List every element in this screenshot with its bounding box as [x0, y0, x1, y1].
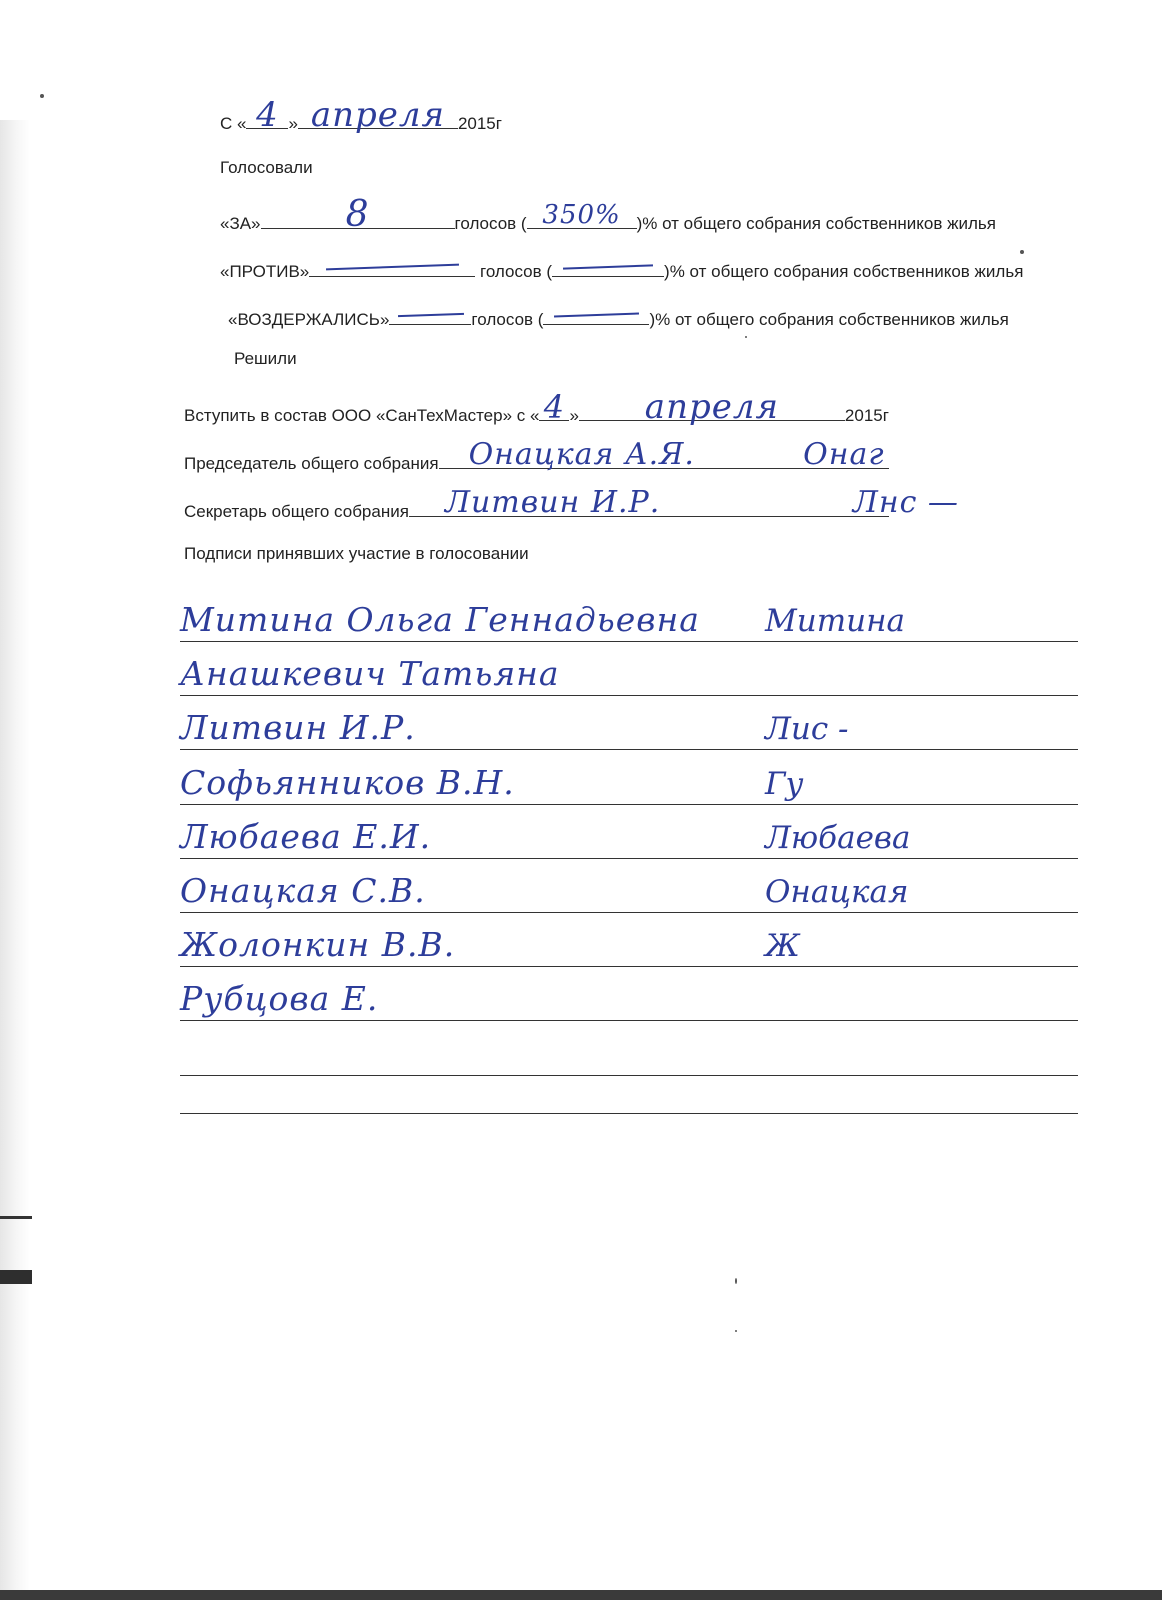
- signature-row-name: Литвин И.Р.: [180, 708, 416, 747]
- scan-edge-shadow: [0, 120, 30, 1600]
- vote-for-tail: )% от общего собрания собственников жилья: [636, 214, 996, 233]
- scan-speck: [745, 336, 747, 338]
- vote-against-label: «ПРОТИВ»: [220, 262, 310, 281]
- signature-row-signature: Лис -: [765, 711, 849, 747]
- decision-heading: Решили: [234, 349, 297, 368]
- signatures-heading: Подписи принявших участие в голосовании: [184, 544, 529, 563]
- vote-for-line: [220, 194, 996, 235]
- signature-row: [180, 972, 1078, 1021]
- secretary-name-handwritten: Литвин И.Р.: [444, 485, 661, 520]
- decision-year: 2015г: [844, 406, 889, 425]
- meeting-month-blank: [298, 95, 458, 135]
- scan-edge-mark: [0, 1216, 32, 1219]
- signature-row: [180, 918, 1078, 967]
- decision-line: [184, 387, 889, 427]
- secretary-name-blank: [409, 485, 959, 520]
- meeting-day-handwritten: 4: [256, 95, 279, 135]
- vote-against-tail: )% от общего собрания собственников жилья: [664, 262, 1024, 281]
- chairman-line: [184, 437, 889, 475]
- signature-row: [180, 864, 1078, 913]
- signature-row: [180, 701, 1078, 750]
- vote-for-percent-blank: [527, 200, 637, 230]
- scan-speck: [735, 1330, 737, 1332]
- signature-row: [180, 810, 1078, 859]
- vote-for-label: «ЗА»: [220, 214, 261, 233]
- scan-bottom-edge: [0, 1590, 1162, 1600]
- signature-row-signature: Гу: [765, 766, 804, 802]
- signature-row-name: Онацкая С.В.: [180, 871, 426, 910]
- vote-for-percent-handwritten: 350%: [542, 200, 621, 230]
- decision-text: Вступить в состав ООО «СанТехМастер» с «: [184, 406, 540, 425]
- signature-row-signature: Любаева: [765, 820, 911, 856]
- handwritten-dash-mark: [326, 264, 459, 271]
- signature-row-signature: Митина: [765, 603, 905, 639]
- vote-for-count-blank: [261, 194, 455, 235]
- vote-against-count-blank: [309, 254, 475, 277]
- decision-month-blank: [579, 387, 845, 427]
- meeting-date-prefix: С «: [220, 114, 247, 133]
- vote-abstained-tail: )% от общего собрания собственников жилья: [649, 310, 1009, 329]
- meeting-date-line: [220, 95, 502, 135]
- vote-against-line: [220, 254, 1023, 283]
- voting-heading: Голосовали: [220, 158, 313, 177]
- handwritten-dash-mark: [563, 264, 653, 269]
- signature-row-name: Митина Ольга Геннадьевна: [180, 600, 700, 639]
- vote-abstained-mid: голосов (: [471, 310, 544, 329]
- signature-row-name: Анашкевич Татьяна: [180, 654, 560, 693]
- scan-speck: [735, 1278, 737, 1284]
- signature-row: [180, 1065, 1078, 1114]
- vote-against-percent-blank: [552, 254, 664, 277]
- secretary-signature: Лнс —: [852, 485, 959, 520]
- signature-row-name: Рубцова Е.: [180, 979, 379, 1018]
- signature-row: [180, 647, 1078, 696]
- signature-row-signature: Онацкая: [765, 874, 909, 910]
- vote-abstained-label: «ВОЗДЕРЖАЛИСЬ»: [228, 310, 390, 329]
- vote-against-mid: голосов (: [475, 262, 553, 281]
- secretary-label: Секретарь общего собрания: [184, 502, 409, 521]
- scan-speck: [40, 94, 44, 98]
- vote-abstained-percent-blank: [543, 302, 649, 325]
- meeting-month-handwritten: апреля: [310, 95, 446, 135]
- meeting-year: 2015г: [457, 114, 502, 133]
- vote-abstained-line: [228, 302, 1009, 331]
- decision-date-mid: »: [569, 406, 579, 425]
- scan-edge-mark: [0, 1270, 32, 1284]
- chairman-label: Председатель общего собрания: [184, 454, 439, 473]
- signature-row-name: Софьянников В.Н.: [180, 763, 515, 802]
- signature-row-signature: Ж: [765, 928, 800, 964]
- signature-row: [180, 756, 1078, 805]
- chairman-name-handwritten: Онацкая А.Я.: [468, 437, 695, 472]
- chairman-signature: Онаг: [803, 437, 885, 472]
- decision-day-handwritten: 4: [543, 388, 566, 426]
- handwritten-dash-mark: [398, 313, 464, 317]
- vote-for-count-handwritten: 8: [345, 194, 370, 235]
- signature-row-name: Жолонкин В.В.: [180, 925, 456, 964]
- signature-row-name: Любаева Е.И.: [180, 817, 432, 856]
- handwritten-dash-mark: [554, 313, 639, 318]
- decision-month-handwritten: апреля: [644, 387, 780, 427]
- meeting-day-blank: [246, 95, 288, 135]
- secretary-line: [184, 485, 959, 523]
- signature-row: [180, 593, 1078, 642]
- chairman-name-blank: [439, 437, 889, 472]
- decision-day-blank: [539, 388, 569, 426]
- meeting-date-mid: »: [288, 114, 298, 133]
- vote-for-mid: голосов (: [454, 214, 527, 233]
- vote-abstained-count-blank: [389, 302, 471, 325]
